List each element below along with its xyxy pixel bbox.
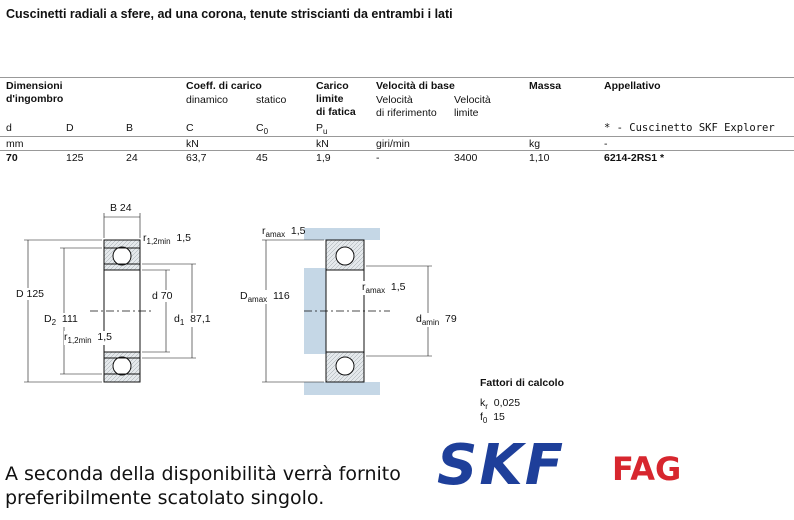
- value-B: 24: [126, 152, 138, 164]
- factors-title: Fattori di calcolo: [480, 377, 565, 389]
- value-vel-lim: 3400: [454, 152, 478, 164]
- label-D2: $D_2$ 111: [44, 313, 78, 328]
- label-d: d 70: [152, 290, 173, 302]
- symbol-C0: $C_0$: [256, 122, 269, 137]
- label-ra-top: $r_{amax}$ 1,5: [262, 225, 306, 240]
- header-coeff: Coeff. di carico: [186, 80, 262, 92]
- unit-kn-p: kN: [316, 138, 329, 150]
- header-statico: statico: [256, 94, 287, 106]
- explorer-note: * - Cuscinetto SKF Explorer: [604, 122, 775, 134]
- availability-notice: A seconda della disponibilità verrà fornito preferibilmente scatolato singolo.: [5, 463, 401, 509]
- unit-kg: kg: [529, 138, 541, 150]
- factor-kr: $k_r$ 0,025: [480, 397, 521, 412]
- unit-mm: mm: [6, 138, 24, 150]
- label-r12-top: $r_{1,2min}$ 1,5: [143, 232, 191, 247]
- unit-kn-c: kN: [186, 138, 199, 150]
- header-massa: Massa: [529, 80, 562, 92]
- symbol-Pu: $P_u$: [316, 122, 328, 137]
- label-da: $d_{amin}$ 79: [416, 313, 457, 328]
- label-D: D 125: [16, 288, 45, 300]
- value-vel-rif: -: [376, 152, 380, 164]
- label-r12-bottom: $r_{1,2min}$ 1,5: [64, 331, 112, 346]
- value-D: 125: [66, 152, 84, 164]
- label-ra-mid: $r_{amax}$ 1,5: [362, 281, 406, 296]
- value-massa: 1,10: [529, 152, 550, 164]
- symbol-C: C: [186, 122, 194, 134]
- symbol-d: d: [6, 122, 12, 134]
- top-ball: [113, 247, 131, 265]
- header-dimensioni: Dimensioni d'ingombro: [6, 80, 64, 105]
- header-carico: Carico limite di fatica: [316, 80, 356, 118]
- header-velocita: Velocità di base: [376, 80, 455, 92]
- mounting-drawing: [262, 228, 432, 395]
- symbol-D: D: [66, 122, 74, 134]
- calculation-factors: [480, 377, 564, 425]
- unit-dash: -: [604, 138, 608, 150]
- label-Da: $D_{amax}$ 116: [240, 290, 290, 305]
- header-appellativo: Appellativo: [604, 80, 661, 92]
- value-C0: 45: [256, 152, 268, 164]
- value-Pu: 1,9: [316, 152, 331, 164]
- symbol-B: B: [126, 122, 134, 134]
- svg-text:SKF: SKF: [437, 433, 565, 498]
- page-title: Cuscinetti radiali a sfere, ad una corona, tenute striscianti da entrambi i lati: [6, 7, 453, 21]
- bottom-ball: [113, 357, 131, 375]
- header-vel-rif: Velocità di riferimento: [376, 94, 437, 119]
- value-d: 70: [6, 152, 18, 164]
- skf-logo: [437, 433, 565, 498]
- svg-text:FAG: FAG: [612, 450, 682, 488]
- value-appellativo: 6214-2RS1 *: [604, 152, 665, 164]
- fag-logo: [612, 450, 681, 488]
- header-vel-lim: Velocità limite: [454, 94, 491, 119]
- factor-f0: $f_0$ 15: [480, 411, 505, 426]
- value-C: 63,7: [186, 152, 207, 164]
- label-B: B 24: [110, 202, 132, 214]
- label-d1: $d_1$ 87,1: [174, 313, 211, 328]
- unit-speed: giri/min: [376, 138, 410, 150]
- header-dinamico: dinamico: [186, 94, 229, 106]
